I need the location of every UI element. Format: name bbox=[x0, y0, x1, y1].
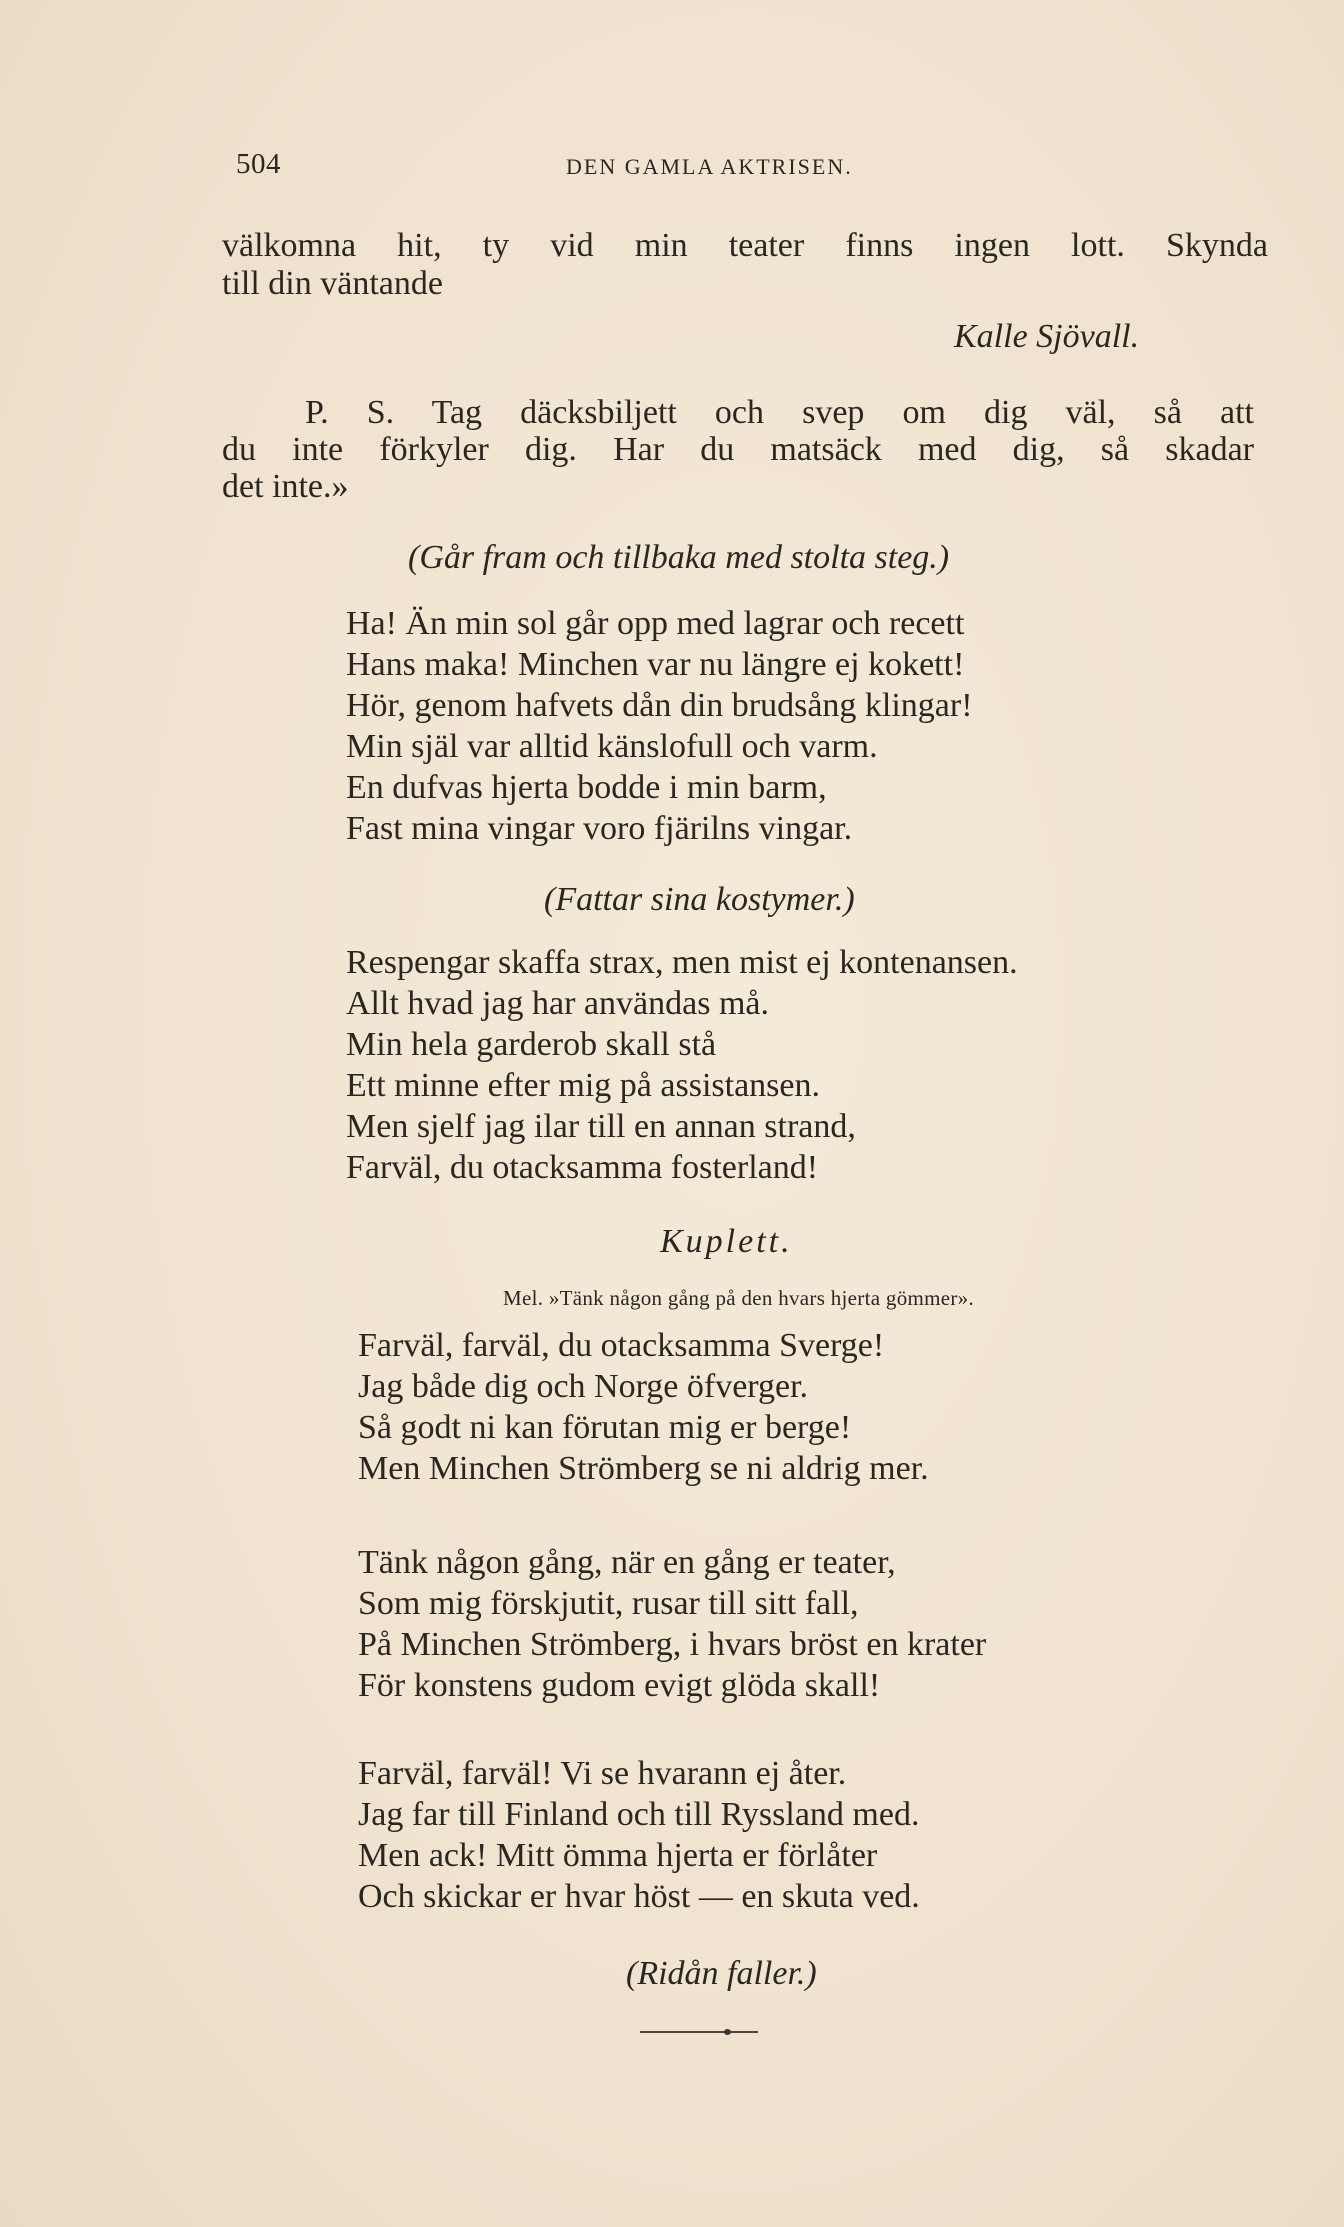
stage-direction: (Går fram och tillbaka med stolta steg.) bbox=[408, 539, 950, 576]
melody-note: Mel. »Tänk någon gång på den hvars hjerta gömmer». bbox=[503, 1286, 975, 1310]
verse-line: Men Minchen Strömberg se ni aldrig mer. bbox=[358, 1450, 929, 1487]
verse-line: Tänk någon gång, när en gång er teater, bbox=[358, 1544, 896, 1581]
postscript-line: det inte.» bbox=[222, 468, 349, 505]
verse-line: Hans maka! Minchen var nu längre ej kokett! bbox=[346, 646, 965, 683]
signature: Kalle Sjövall. bbox=[954, 318, 1140, 355]
end-rule-ornament bbox=[724, 2029, 731, 2035]
verse-line: Som mig förskjutit, rusar till sitt fall, bbox=[358, 1585, 859, 1622]
verse-line: Ha! Än min sol går opp med lagrar och recett bbox=[346, 605, 965, 642]
verse-line: Fast mina vingar voro fjärilns vingar. bbox=[346, 810, 853, 847]
verse-line: Jag både dig och Norge öfverger. bbox=[358, 1368, 809, 1405]
prose-line: välkomna hit, ty vid min teater finns ingen lott. Skynda bbox=[222, 227, 1268, 264]
verse-line: Farväl, du otacksamma fosterland! bbox=[346, 1149, 819, 1186]
postscript-line: du inte förkyler dig. Har du matsäck med dig, så skadar bbox=[222, 431, 1254, 468]
prose-line: till din väntande bbox=[222, 265, 443, 302]
end-rule bbox=[640, 2031, 758, 2033]
verse-line: Farväl, farväl, du otacksamma Sverge! bbox=[358, 1327, 885, 1364]
verse-line: Farväl, farväl! Vi se hvarann ej åter. bbox=[358, 1755, 847, 1792]
verse-line: Ett minne efter mig på assistansen. bbox=[346, 1067, 820, 1104]
page-header bbox=[236, 148, 1276, 188]
verse-line: En dufvas hjerta bodde i min barm, bbox=[346, 769, 827, 806]
verse-line: Men ack! Mitt ömma hjerta er förlåter bbox=[358, 1837, 878, 1874]
verse-line: Så godt ni kan förutan mig er berge! bbox=[358, 1409, 852, 1446]
verse-line: Men sjelf jag ilar till en annan strand, bbox=[346, 1108, 856, 1145]
stage-direction: (Fattar sina kostymer.) bbox=[544, 881, 855, 918]
postscript-line: P. S. Tag däcksbiljett och svep om dig väl, så att bbox=[305, 394, 1254, 431]
verse-line: På Minchen Strömberg, i hvars bröst en krater bbox=[358, 1626, 987, 1663]
verse-line: Respengar skaffa strax, men mist ej kontenansen. bbox=[346, 944, 1018, 981]
page-number: 504 bbox=[236, 148, 281, 180]
section-title: Kuplett. bbox=[660, 1223, 793, 1260]
running-head: DEN GAMLA AKTRISEN. bbox=[566, 154, 853, 179]
verse-line: Allt hvad jag har användas må. bbox=[346, 985, 769, 1022]
verse-line: Och skickar er hvar höst — en skuta ved. bbox=[358, 1878, 920, 1915]
verse-line: Jag far till Finland och till Ryssland med. bbox=[358, 1796, 920, 1833]
verse-line: Min hela garderob skall stå bbox=[346, 1026, 717, 1063]
verse-line: Hör, genom hafvets dån din brudsång klingar! bbox=[346, 687, 973, 724]
verse-line: För konstens gudom evigt glöda skall! bbox=[358, 1667, 881, 1704]
verse-line: Min själ var alltid känslofull och varm. bbox=[346, 728, 878, 765]
stage-direction: (Ridån faller.) bbox=[626, 1955, 817, 1992]
